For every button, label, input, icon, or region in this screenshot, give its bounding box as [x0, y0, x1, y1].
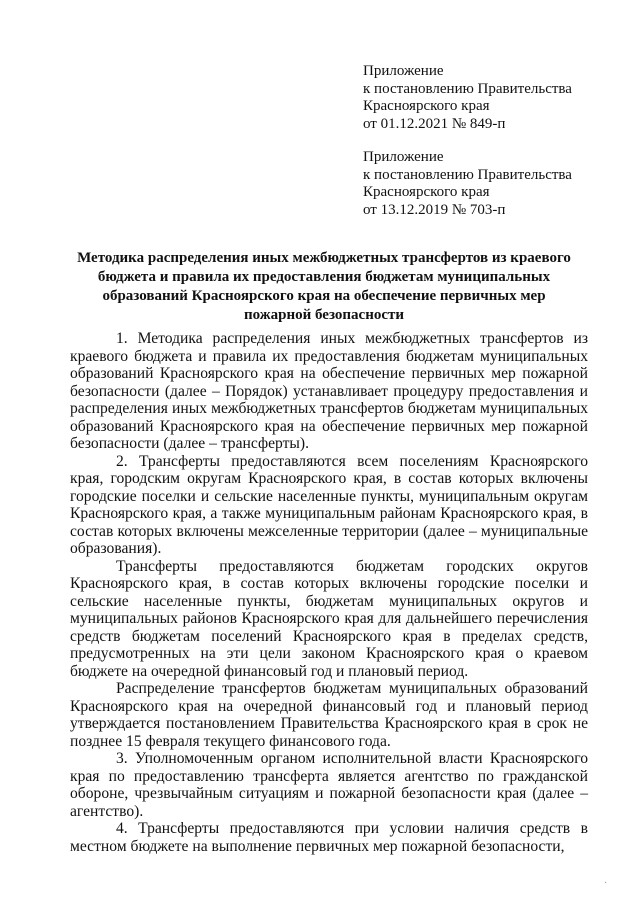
paragraph-4: 4. Трансферты предоставляются при условии наличия средств в местном бюджете на выполнение первичных мер пожарной безопасности, [70, 820, 588, 855]
appendix-date-number: от 01.12.2021 № 849-п [363, 115, 506, 132]
appendix-date-number: от 13.12.2019 № 703-п [363, 201, 506, 218]
paragraph-3: 3. Уполномоченным органом исполнительной власти Красноярского края по предоставлению трансферта является агентство по гражданской обороне, чрезвычайным ситуациям и пожарной безопасности края (далее – агентство). [70, 750, 588, 820]
scan-mark: · [604, 878, 608, 889]
document-title: Методика распределения иных межбюджетных трансфертов из краевого бюджета и правила их предоставления бюджетам муниципальных образований Красноярского края на обеспечение первичных мер пожарной безопасности [77, 250, 571, 323]
appendix-reference: к постановлению Правительства [363, 166, 572, 183]
appendix-block-current [363, 63, 572, 133]
paragraph-2-transfers: Трансферты предоставляются бюджетам городских округов Красноярского края, в состав которых включены городские поселки и сельские населенные пункты, бюджетам муниципальных округов и муниципальных районов Красноярского края для дальнейшего перечисления средств бюджетам поселений Красноярского края в пределах средств, предусмотренных на эти цели законом Красноярского края о краевом бюджете на очередной финансовый год и плановый период. [70, 557, 588, 680]
appendix-region: Красноярского края [363, 98, 490, 114]
appendix-label: Приложение [363, 149, 444, 165]
paragraph-1: 1. Методика распределения иных межбюджетных трансфертов из краевого бюджета и правила их предоставления бюджетам муниципальных образований Красноярского края на обеспечение первичных мер пожарной безопасности (далее – Порядок) устанавливает процедуру предоставления и распределения иных межбюджетных трансфертов бюджетам муниципальных образований Красноярского края на обеспечение первичных мер пожарной безопасности (далее – трансферты). [70, 330, 588, 452]
appendix-block-original [363, 149, 572, 219]
appendix-label: Приложение [363, 63, 444, 79]
appendix-region: Красноярского края [363, 184, 490, 200]
document-body [70, 330, 588, 855]
paragraph-2-distribution: Распределение трансфертов бюджетам муниципальных образований Красноярского края на очередной финансовый год и плановый период утверждается постановлением Правительства Красноярского края в срок не позднее 15 февраля текущего финансового года. [70, 680, 588, 750]
appendix-reference: к постановлению Правительства [363, 80, 572, 97]
paragraph-2: 2. Трансферты предоставляются всем поселениям Красноярского края, городским округам Красноярского края, в состав которых включены городские поселки и сельские населенные пункты, муниципальным округам Красноярского края, а также муниципальным районам Красноярского края, в состав которых включены межселенные территории (далее – муниципальные образования). [70, 452, 588, 557]
